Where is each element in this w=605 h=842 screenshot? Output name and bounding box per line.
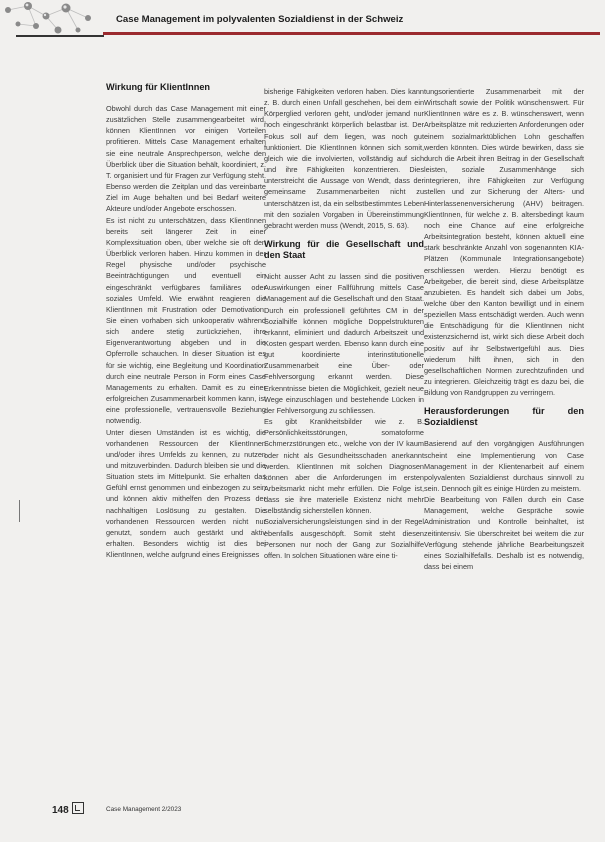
text-column-2: [264, 86, 424, 561]
text-column-3: [424, 86, 584, 572]
header-rule: [103, 32, 600, 35]
section-heading-klientinnen: Wirkung für KlientInnen: [106, 82, 211, 92]
footer-source: Case Management 2/2023: [106, 806, 182, 813]
paragraph: Obwohl durch das Case Management mit einer zusätzlichen Stelle zusammengearbeitet wird, können KlientInnen vor einigen Vorteilen profitieren. Mittels Case Management erhalten sie eine neutrale Ansprechperson, welche den Überblick über die Situation behält, koordiniert, z. T. organisiert und für Fragen zur Verfügung steht. Ebenso werden die Zeitplan und das vereinbarte Ziel im Auge behalten und bei Bedarf weitere Akteure und/oder Angebote erschossen.: [106, 104, 266, 214]
paragraph: bisherige Fähigkeiten verloren haben. Dies kann z. B. durch einen Unfall geschehen, bei dem ein Körperglied verloren geht, und/oder jemand nur noch eingeschränkt körperlich belastbar ist. Der Fokus soll auf dem liegen, was noch gut funktioniert. Die KlientInnen können sich somit, gleich wie die involvierten, vollständig auf sich und ihre Fähigkeiten konzentrieren. Dies unterstreicht die Aussage von Wendt, dass der gemeinsame Zusammenarbeiten nicht zu unterschätzen ist, da ein selbstbestimmtes Leben mit den sozialen Vorgaben in Übereinstimmung gebracht werden muss (Wendt, 2015, S. 63).: [264, 87, 424, 230]
page-number: 148: [52, 805, 69, 816]
paragraph: Nicht ausser Acht zu lassen sind die positiven Auswirkungen einer Fallführung mittels Case Management auf die Gesellschaft und den Staat. Durch ein professionell geführtes CM in der Sozialhilfe können mögliche Doppelstrukturen erkannt, eliminiert und dadurch Arbeitszeit und Kosten gespart werden. Ebenso kann durch eine gut koordinierte interinstitutionelle Zusammenarbeit eine Über- oder Fehlversorgung erkannt werden. Diese Erkenntnisse bieten die Möglichkeit, gezielt neue Wege einzuschlagen und bestehende Lücken in der Fehlversorgung zu schliessen.: [264, 272, 424, 415]
paragraph: Es ist nicht zu unterschätzen, dass KlientInnen bereits seit längerer Zeit in einer Komplexsituation oben, über welche sie oft den Überblick verloren haben. Hinzu kommen in der Regel physische und/oder psychische Beeinträchtigungen und eventuell ein eingeschränkt verfügbares familiäres oder soziales Umfeld. Wie erwähnt reagieren die KlientInnen mit Frustration oder Demotivation. Sie einen vorhaben sich unkooperativ während sich andere stetig zurückziehen, ihre Eigenverantwortung abgeben und in die Opferrolle schauchen. In dieser Situation ist es für sie wichtig, eine Begleitung und Koordination durch eine neutrale Person in Form eines Case Managements zu erhalten. Damit es zu einer erfolgreichen Zusammenarbeit kommen kann, ist eine professionelle, vertrauensvolle Beziehung notwendig.: [106, 215, 266, 426]
molecule-graphic-icon: [0, 0, 100, 44]
journal-logo-icon: [72, 802, 84, 814]
header-rule-left: [16, 35, 104, 37]
header-band: [0, 0, 605, 44]
running-header-title: Case Management im polyvalenten Sozialdienst in der Schweiz: [116, 14, 404, 25]
paragraph: tungsorientierte Zusammenarbeit mit der Wirtschaft sowie der Politik wünschenswert. Für KlientInnen wäre es z. B. wünschenswert, wenn Arbeitsplätze mit reduzierten Anforderungen oder einem sozialmarktüblichen Lohn geschaffen werden könnten. Dies würde bewirken, dass sie durch die Arbeit ihren Beitrag in der Gesellschaft leisten, soziale Zusammenhänge sich integrieren, ihre Fähigkeiten zur Verfügung stellen und zur Sicherung der Alters- und Hinterlassenenversicherung (AHV) beitragen. KlientInnen, für welche z. B. altersbedingt kaum noch eine Chance auf eine erfolgreiche Arbeitsintegration besteht, können aktuell eine stark beschränkte Anzahl von sogenannten KIA-Plätzen (Kommunale Integrationsangebote) erschliessen werden. Hierzu benötigt es Arbeitgeber, die bereit sind, diese Arbeitsplätze anzubieten. Es handelt sich dabei um Jobs, welche über den Kanton bewilligt und in einem speziellen Mass entschädigt werden. Auch wenn die Entschädigung für die KlientInnen nicht existenzsichernd ist, wirkt sich diese Arbeit doch positiv auf ihr Selbstwertgefühl aus. Dies wiederum hilft ihnen, sich in den gesellschaftlichen Normen zurechtzufinden und zu integrieren. Gleichzeitig trägt es dazu bei, die Bildung von Randgruppen zu verringern.: [424, 87, 584, 398]
text-column-1: [106, 82, 266, 560]
paragraph: Basierend auf den vorgängigen Ausführungen scheint eine Implementierung von Case Management in der Klientenarbeit auf einem polyvalenten Sozialdienst durchaus sinnvoll zu sein. Dennoch gilt es einige Hürden zu meistern.: [424, 439, 584, 493]
paragraph: Sozialversicherungsleistungen sind in der Regel ebenfalls ausgeschöpft. Somit steht diesen Personen nur noch der Gang zur Sozialhilfe offen. In solchen Situationen wäre eine ti-: [264, 517, 424, 560]
margin-mark: [19, 500, 20, 522]
paragraph: Unter diesen Umständen ist es wichtig, die vorhandenen Ressourcen der KlientInnen und/oder ihres Umfelds zu kennen, zu nutzen und mitzuverbinden. Dadurch bleiben sie und die Situation stets im Mittelpunkt. Sie erhalten das Gefühl ernst genommen und einbezogen zu sein und können aktiv mithelfen den Prozess der nachhaltigen Loslösung zu gestalten. Die vorhandenen Ressourcen werden nicht nur genutzt, sondern auch gestärkt und aktiv erhalten. Besonders wichtig ist dies bei KlientInnen, welche aufgrund eines Ereignisses: [106, 427, 266, 560]
paragraph: Die Bearbeitung von Fällen durch ein Case Management, welche Gespräche sowie Administration und Kontrolle beinhaltet, ist zeitintensiv. Sie überschreitet bei weitem die zur Verfügung stehende jährliche Bearbeitungszeit eines Sozialhilfefalls. Deshalb ist es notwendig, dass bei einem: [424, 495, 584, 572]
section-heading-gesellschaft: Wirkung für die Gesellschaft und den Staat: [264, 239, 424, 261]
paragraph: Es gibt Krankheitsbilder wie z. B. Persönlichkeitsstörungen, somatoforme Schmerzstörungen etc., welche von der IV kaum oder nicht als Gesundheitsschaden anerkannt werden. KlientInnen mit solchen Diagnosen können aber die Anforderungen im ersten Arbeitsmarkt nicht mehr erfüllen. Die Folge ist, dass sie ihre materielle Existenz nicht mehr selbständig sicherstellen können.: [264, 417, 424, 516]
section-heading-herausforderungen: Herausforderungen für den Sozialdienst: [424, 406, 584, 428]
